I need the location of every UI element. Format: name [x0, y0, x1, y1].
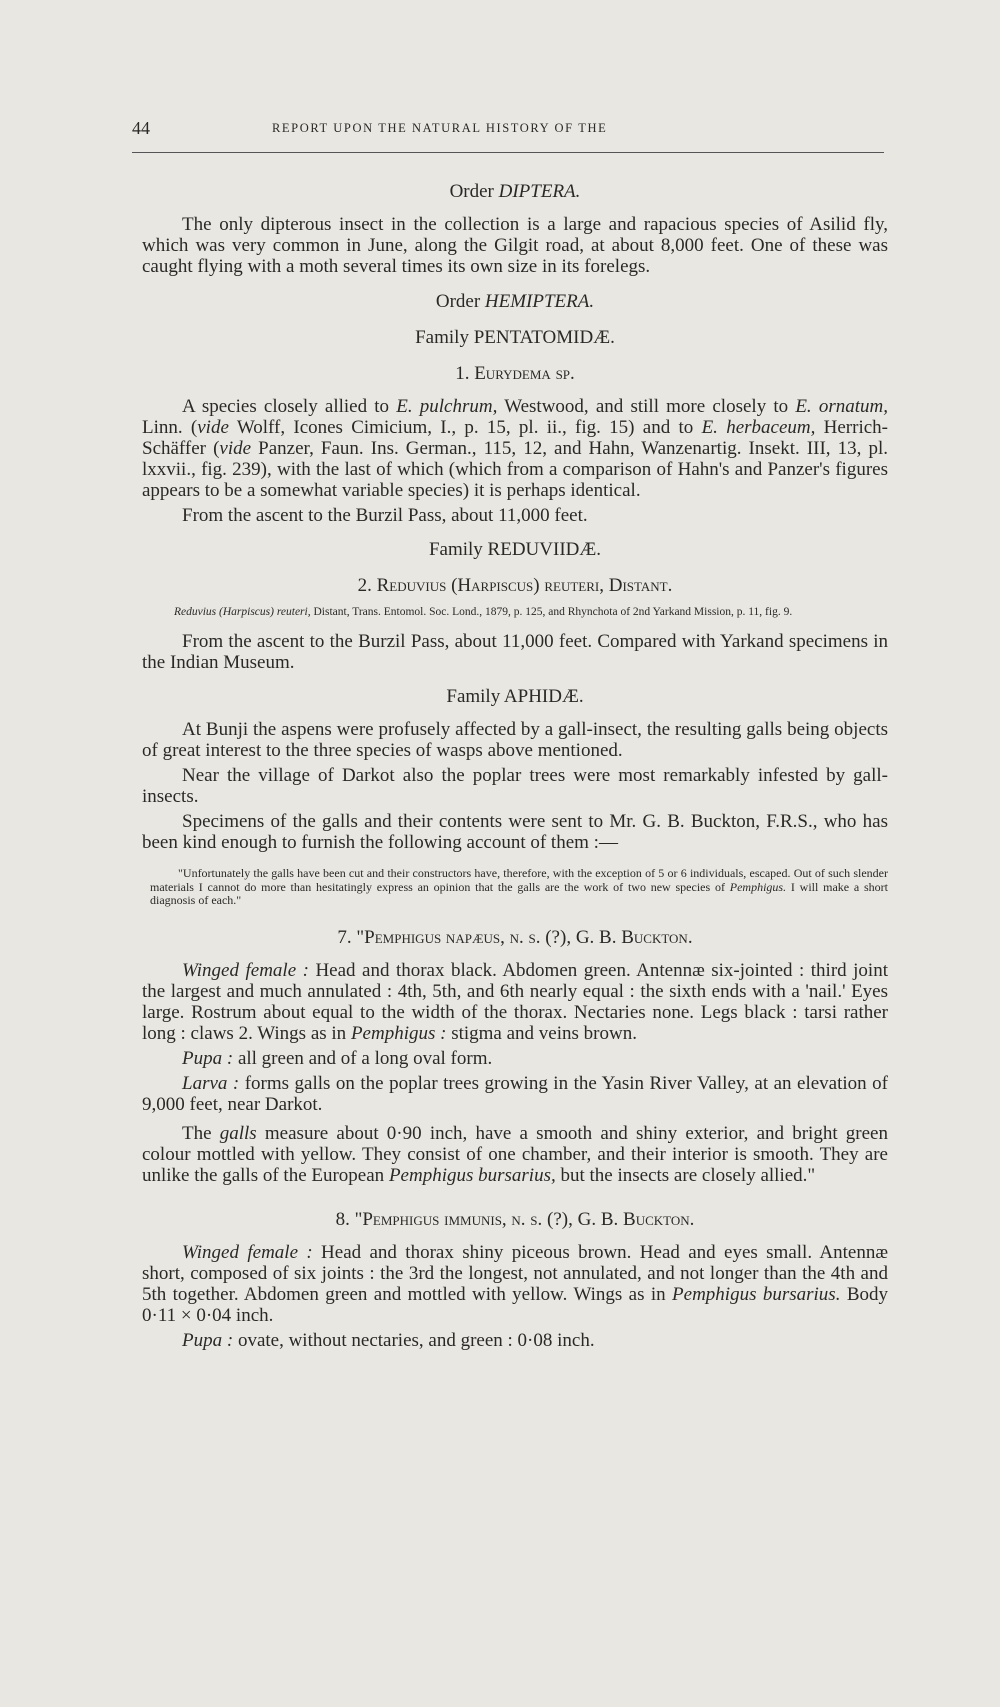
- heading-species-8: 8. "Pemphigus immunis, n. s. (?), G. B. Buckton.: [335, 1208, 695, 1230]
- heading-species-2: 2. Reduvius (Harpiscus) reuteri, Distant.: [357, 575, 673, 596]
- description-species-8-winged: Winged female : Head and thorax shiny piceous brown. Head and eyes small. Antennæ short, composed of six joints : the 3rd the longest, not annulated, and not longer than the 4th and 5th together. Abdomen green and mottled with yellow. Wings as in Pemphigus bursarius. Body 0·11 × 0·04 inch.: [142, 1241, 888, 1326]
- paragraph-diptera: The only dipterous insect in the collection is a large and rapacious species of Asilid fly, which was very common in June, along the Gilgit road, at about 8,000 feet. One of these was caught flying with a moth several times its own size in its forelegs.: [142, 214, 888, 277]
- paragraph-aphid-1: At Bunji the aspens were profusely affected by a gall-insect, the resulting galls being objects of great interest to the three species of wasps above mentioned.: [142, 719, 888, 761]
- description-species-7-winged: Winged female : Head and thorax black. Abdomen green. Antennæ six-jointed : third joint the largest and much annulated : 4th, 5th, and 6th nearly equal : the sixth ends with a 'nail.' Eyes large. Rostrum about equal to the width of the thorax. Nectaries none. Legs black : tarsi rather long : claws 2. Wings as in Pemphigus : stigma and veins brown.: [142, 959, 888, 1044]
- heading-species-7: 7. "Pemphigus napæus, n. s. (?), G. B. Buckton.: [337, 926, 693, 948]
- page-number: 44: [132, 118, 150, 138]
- description-species-8-pupa: Pupa : ovate, without nectaries, and green : 0·08 inch.: [182, 1329, 595, 1351]
- description-species-7-galls: The galls measure about 0·90 inch, have a smooth and shiny exterior, and bright green colour mottled with yellow. They consist of one chamber, and their interior is smooth. They are unlike the galls of the European Pemphigus bursarius, but the insects are closely allied.": [142, 1122, 888, 1186]
- paragraph-species-1: A species closely allied to E. pulchrum, Westwood, and still more closely to E. ornatum, Linn. (vide Wolff, Icones Cimicium, I., p. 15, pl. ii., fig. 15) and to E. herbaceum, Herrich-Schäffer (vide Panzer, Faun. Ins. German., 115, 12, and Hahn, Wanzenartig. Insekt. III, 13, pl. lxxvii., fig. 239), with the last of which (which from a comparison of Hahn's and Panzer's figures appears to be a somewhat variable species) it is perhaps identical.: [142, 396, 889, 501]
- heading-family-reduviidae: Family REDUVIIDÆ.: [428, 539, 602, 560]
- heading-family-pentatomidae: Family PENTATOMIDÆ.: [415, 327, 615, 348]
- running-head: REPORT UPON THE NATURAL HISTORY OF THE: [272, 121, 608, 135]
- heading-order-diptera: Order DIPTERA.: [449, 181, 581, 202]
- paragraph-aphid-3: Specimens of the galls and their contents were sent to Mr. G. B. Buckton, F.R.S., who has been kind enough to furnish the following account of them :—: [142, 811, 888, 853]
- description-species-7-pupa: Pupa : all green and of a long oval form.: [182, 1047, 493, 1069]
- description-species-7-larva: Larva : forms galls on the poplar trees growing in the Yasin River Valley, at an elevation of 9,000 feet, near Darkot.: [142, 1072, 888, 1115]
- running-header: [132, 118, 882, 140]
- quotation-buckton: "Unfortunately the galls have been cut and their constructors have, therefore, with the exception of 5 or 6 individuals, escaped. Out of such slender materials I cannot do more than hesitatingly express an opinion that the galls are the work of two new species of Pemphigus. I will make a short diagnosis of each.": [150, 866, 888, 907]
- locality-species-1: From the ascent to the Burzil Pass, about 11,000 feet.: [182, 505, 588, 526]
- paragraph-aphid-2: Near the village of Darkot also the poplar trees were most remarkably infested by gall-insects.: [142, 765, 888, 807]
- heading-species-1: 1. Eurydema sp.: [455, 363, 575, 384]
- heading-family-aphidae: Family APHIDÆ.: [446, 686, 584, 707]
- header-rule: [132, 152, 884, 153]
- paragraph-species-2: From the ascent to the Burzil Pass, about 11,000 feet. Compared with Yarkand specimens in the Indian Museum.: [142, 631, 888, 673]
- page-body: [142, 180, 888, 1351]
- heading-order-hemiptera: Order HEMIPTERA.: [435, 291, 595, 312]
- reference-species-2: Reduvius (Harpiscus) reuteri, Distant, Trans. Entomol. Soc. Lond., 1879, p. 125, and Rhynchota of 2nd Yarkand Mission, p. 11, fig. 9.: [174, 606, 793, 618]
